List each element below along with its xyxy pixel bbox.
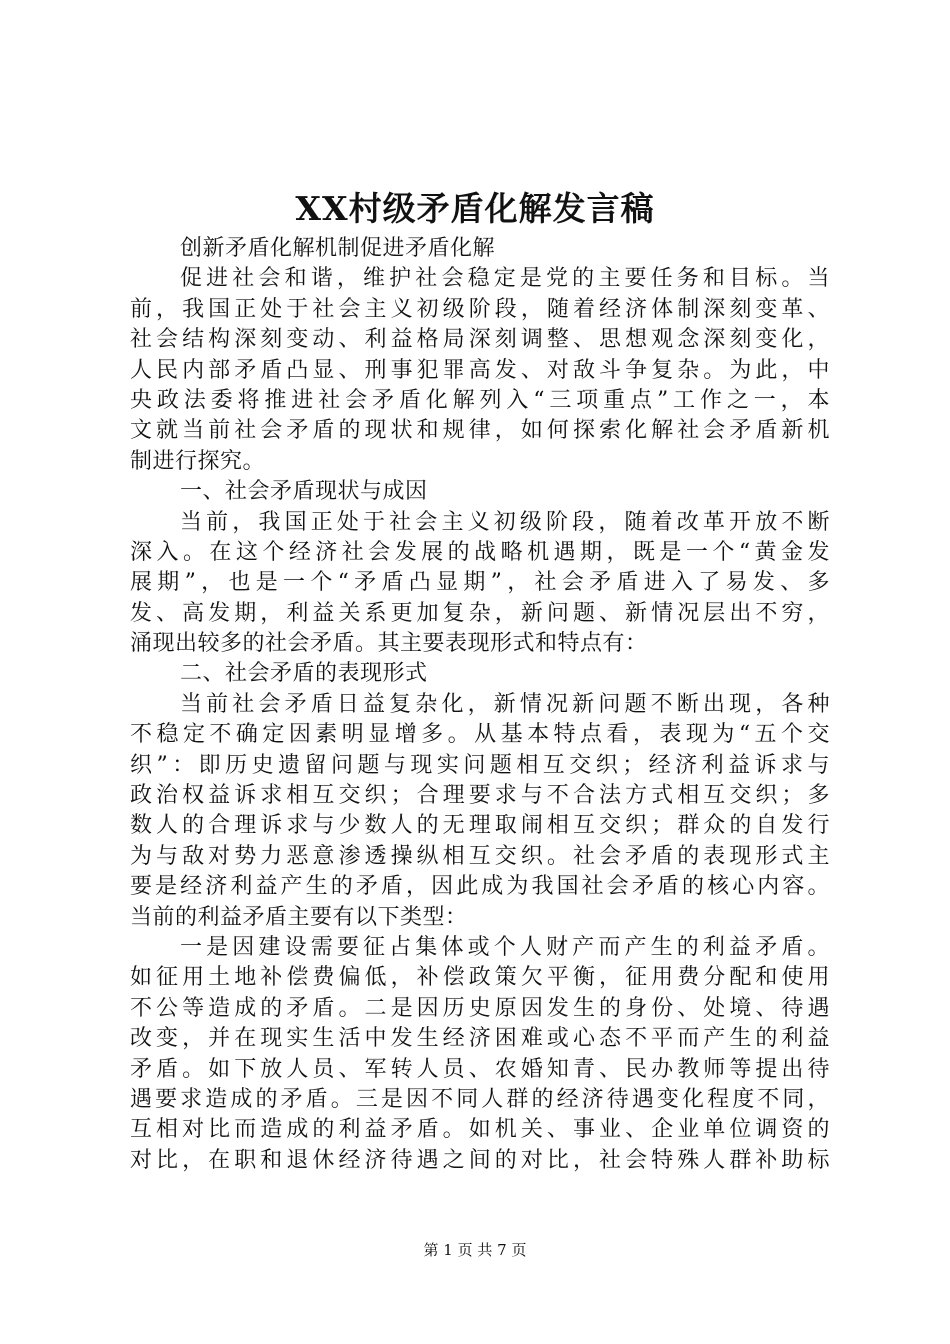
text-line: 要是经济利益产生的矛盾，因此成为我国社会矛盾的核心内容。: [130, 874, 830, 900]
text-line: 文就当前社会矛盾的现状和规律，如何探索化解社会矛盾新机: [130, 418, 830, 444]
text-line: 发、高发期，利益关系更加复杂，新问题、新情况层出不穷，: [130, 600, 830, 626]
text-line: 遇要求造成的矛盾。三是因不同人群的经济待遇变化程度不同，: [130, 1086, 830, 1112]
text-line: 改变，并在现实生活中发生经济困难或心态不平而产生的利益: [130, 1026, 830, 1052]
text-line: 制进行探究。: [130, 448, 266, 474]
text-line: 当前的利益矛盾主要有以下类型：: [130, 904, 468, 930]
text-line: 不公等造成的矛盾。二是因历史原因发生的身份、处境、待遇: [130, 995, 830, 1021]
text-line: 矛盾。如下放人员、军转人员、农婚知青、民办教师等提出待: [130, 1056, 830, 1082]
text-line: 不稳定不确定因素明显增多。从基本特点看，表现为“五个交: [130, 722, 830, 748]
text-line: 一、社会矛盾现状与成因: [180, 479, 428, 505]
document-body: [130, 234, 830, 1176]
text-line: 社会结构深刻变动、利益格局深刻调整、思想观念深刻变化，: [130, 327, 830, 353]
text-line: 当前社会矛盾日益复杂化，新情况新问题不断出现，各种: [180, 691, 830, 717]
text-line: 如征用土地补偿费偏低，补偿政策欠平衡，征用费分配和使用: [130, 965, 830, 991]
text-line: 人民内部矛盾凸显、刑事犯罪高发、对敌斗争复杂。为此，中: [130, 357, 830, 383]
text-line: 央政法委将推进社会矛盾化解列入“三项重点”工作之一，本: [130, 387, 830, 413]
text-line: 前，我国正处于社会主义初级阶段，随着经济体制深刻变革、: [130, 296, 830, 322]
text-line: 创新矛盾化解机制促进矛盾化解: [180, 236, 496, 261]
document-title: XX村级矛盾化解发言稿: [295, 189, 655, 228]
page-footer: 第 1 页 共 7 页: [423, 1241, 527, 1259]
text-line: 促进社会和谐，维护社会稳定是党的主要任务和目标。当: [180, 266, 830, 292]
text-line: 二、社会矛盾的表现形式: [180, 661, 428, 687]
text-line: 互相对比而造成的利益矛盾。如机关、事业、企业单位调资的: [130, 1117, 830, 1143]
text-line: 数人的合理诉求与少数人的无理取闹相互交织；群众的自发行: [130, 813, 830, 839]
text-line: 为与敌对势力恶意渗透操纵相互交织。社会矛盾的表现形式主: [130, 843, 830, 869]
text-line: 涌现出较多的社会矛盾。其主要表现形式和特点有：: [130, 631, 648, 657]
text-line: 政治权益诉求相互交织；合理要求与不合法方式相互交织；多: [130, 783, 830, 809]
text-line: 展期”，也是一个“矛盾凸显期”，社会矛盾进入了易发、多: [130, 570, 830, 596]
text-line: 当前，我国正处于社会主义初级阶段，随着改革开放不断: [180, 509, 830, 535]
text-line: 一是因建设需要征占集体或个人财产而产生的利益矛盾。: [180, 934, 830, 960]
text-line: 织”：即历史遗留问题与现实问题相互交织；经济利益诉求与: [130, 752, 830, 778]
text-line: 深入。在这个经济社会发展的战略机遇期，既是一个“黄金发: [130, 539, 830, 565]
text-line: 对比，在职和退休经济待遇之间的对比，社会特殊人群补助标: [130, 1147, 830, 1173]
